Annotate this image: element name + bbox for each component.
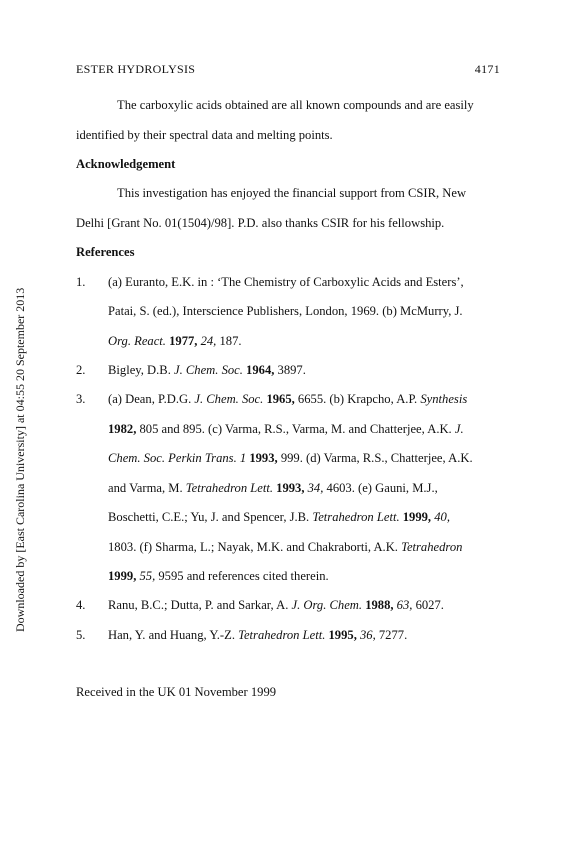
journal-name: J. Chem. Soc. [174,363,243,377]
journal-name: Tetrahedron Lett. [312,510,400,524]
volume: 34, [304,481,324,495]
intro-line-1: The carboxylic acids obtained are all known compounds and are easily [117,98,474,112]
ref-number: 3. [76,392,86,406]
journal-name: Tetrahedron [401,540,463,554]
ref-3-line-4 [108,481,438,495]
volume: 55, [136,569,156,583]
journal-name: Synthesis [420,392,468,406]
citation-text: 6655. (b) Krapcho, A.P. [294,392,421,406]
ref-number: 5. [76,628,86,642]
pages: 187. [216,334,242,348]
volume: 36, [356,628,376,642]
journal-name: Org. React. [108,334,166,348]
citation-text: 999. (d) Varma, R.S., Chatterjee, A.K. [277,451,473,465]
citation-text: 805 and 895. (c) Varma, R.S., Varma, M. and Chatterjee, A.K. [136,422,455,436]
running-title: ESTER HYDROLYSIS [76,62,196,76]
page-number: 4171 [474,62,500,76]
year: 1977, [165,334,198,348]
ref-1-line-2: Patai, S. (ed.), Interscience Publishers, London, 1969. (b) McMurry, J. [108,304,463,318]
volume: 63, [393,598,413,612]
ref-3-line-7 [108,569,329,583]
journal-name: J. [454,422,464,436]
authors: Bigley, D.B. [108,363,174,377]
journal-name: Tetrahedron Lett. [185,481,273,495]
citation-text: 1803. (f) Sharma, L.; Nayak, M.K. and Chakraborti, A.K. [108,540,402,554]
year: 1965, [263,392,295,406]
citation-text: 4603. (e) Gauni, M.J., [323,481,438,495]
authors: Ranu, B.C.; Dutta, P. and Sarkar, A. [108,598,292,612]
journal-name: Chem. Soc. Perkin Trans. 1 [108,451,247,465]
year: 1995, [325,628,357,642]
year: 1999, [108,569,137,583]
pages: 7277. [375,628,408,642]
ref-1-line-1: (a) Euranto, E.K. in : ‘The Chemistry of Carboxylic Acids and Esters’, [108,275,464,289]
received-date: Received in the UK 01 November 1999 [76,685,277,699]
year: 1993, [246,451,278,465]
volume: 24, [197,334,217,348]
ref-3-line-6 [108,540,462,554]
acknowledgement-line-1: This investigation has enjoyed the financial support from CSIR, New [117,186,467,200]
authors: and Varma, M. [108,481,186,495]
ref-3-line-1 [108,392,467,406]
authors: Boschetti, C.E.; Yu, J. and Spencer, J.B. [108,510,313,524]
download-stamp: Downloaded by [East Carolina University] at 04:55 20 September 2013 [13,287,27,632]
pages: 3897. [274,363,306,377]
ref-1-line-3 [108,334,242,348]
year: 1964, [242,363,275,377]
ref-3-line-2 [108,422,464,436]
authors: Han, Y. and Huang, Y.-Z. [108,628,239,642]
intro-line-2: identified by their spectral data and melting points. [76,128,333,142]
ref-4-line-1 [108,598,444,612]
year: 1988, [362,598,394,612]
ref-3-line-5 [108,510,450,524]
journal-name: J. Chem. Soc. [194,392,264,406]
ref-number: 1. [76,275,86,289]
year: 1999, [399,510,432,524]
ref-number: 4. [76,598,86,612]
acknowledgement-line-2: Delhi [Grant No. 01(1504)/98]. P.D. also thanks CSIR for his fellowship. [76,216,445,230]
year: 1993, [273,481,305,495]
acknowledgement-heading: Acknowledgement [76,157,176,171]
year: 1982, [108,422,137,436]
authors: (a) Dean, P.D.G. [108,392,195,406]
journal-name: J. Org. Chem. [291,598,363,612]
pages: 6027. [412,598,444,612]
ref-number: 2. [76,363,86,377]
ref-3-line-3 [108,451,473,465]
volume: 40, [431,510,450,524]
ref-5-line-1 [108,628,407,642]
ref-2-line-1 [108,363,306,377]
citation-text: 9595 and references cited therein. [155,569,329,583]
journal-name: Tetrahedron Lett. [238,628,326,642]
references-heading: References [76,245,135,259]
